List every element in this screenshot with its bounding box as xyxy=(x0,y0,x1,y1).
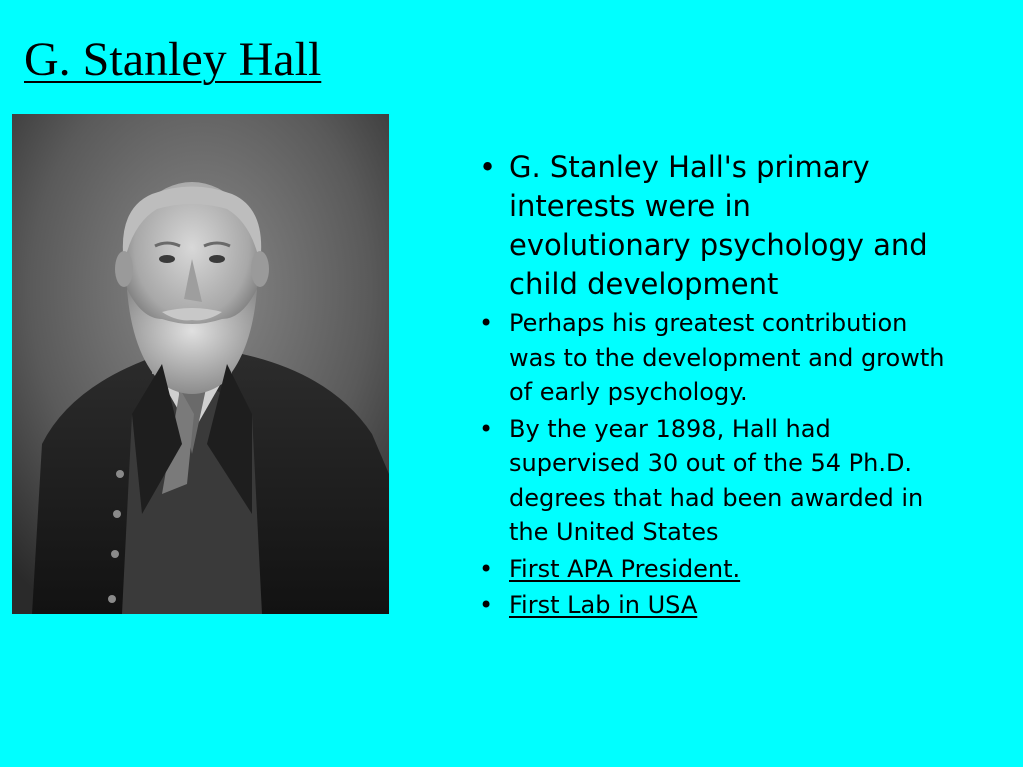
portrait-photo xyxy=(12,114,389,614)
bullet-text: Perhaps his greatest contribution was to the development and growth of early psychology. xyxy=(509,309,945,406)
bullet-point-icon: • xyxy=(479,554,494,583)
slide-title: G. Stanley Hall xyxy=(24,33,322,86)
first-lab-link[interactable]: First Lab in USA xyxy=(509,591,698,619)
bullet-item-phd-degrees xyxy=(475,412,945,550)
bullet-point-icon: • xyxy=(479,309,494,337)
bullet-text: By the year 1898, Hall had supervised 30 out of the 54 Ph.D. degrees that had been awarded in the United States xyxy=(509,414,924,546)
bullet-text: G. Stanley Hall's primary interests were in evolutionary psychology and child development xyxy=(509,150,928,301)
apa-president-link[interactable]: First APA President. xyxy=(509,554,741,583)
bullet-item-first-lab xyxy=(475,588,945,623)
bullet-point-icon: • xyxy=(479,150,497,184)
bullet-item-apa-president xyxy=(475,552,945,587)
bullet-item-contribution xyxy=(475,306,945,410)
portrait-image xyxy=(12,114,389,614)
bullet-list xyxy=(475,148,945,625)
bullet-point-icon: • xyxy=(479,414,494,443)
bullet-point-icon: • xyxy=(479,591,494,619)
bullet-item-interests xyxy=(475,148,929,304)
